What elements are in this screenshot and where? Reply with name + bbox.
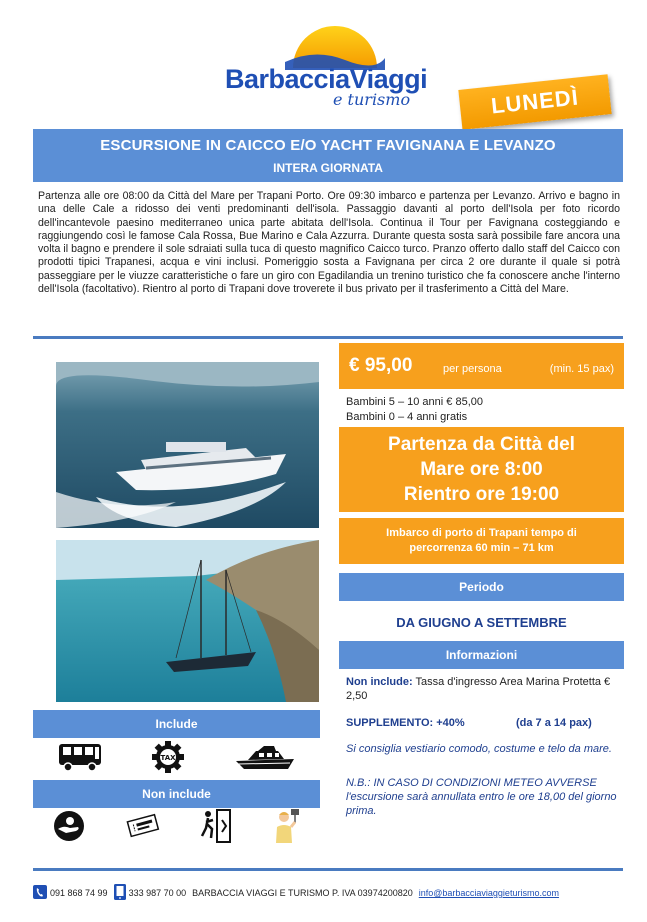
- boarding-box: [339, 518, 624, 564]
- phone-icon: [33, 885, 47, 901]
- page-title: ESCURSIONE IN CAICCO E/O YACHT FAVIGNANA E LEVANZO: [100, 136, 556, 154]
- price-amount: € 95,00: [349, 355, 413, 376]
- footer-company: BARBACCIA VIAGGI E TURISMO P. IVA 03974200820: [192, 888, 413, 898]
- yacht-photo: [56, 362, 319, 528]
- departure-line: Mare ore 8:00: [420, 459, 543, 480]
- period-value: DA GIUGNO A SETTEMBRE: [396, 615, 567, 630]
- include-icons: [33, 740, 320, 778]
- mobile-icon: [114, 884, 126, 902]
- include-heading: Include: [33, 710, 320, 738]
- sun-logo-icon: [285, 18, 385, 70]
- footer-phone: 091 868 74 99: [50, 888, 108, 898]
- price-box: [339, 343, 624, 389]
- footer: [33, 883, 633, 903]
- logo-brand-text: BarbacciaViaggi: [225, 64, 428, 94]
- tour-guide-icon: [271, 807, 301, 850]
- boarding-line: Imbarco di porto di Trapani tempo di: [386, 527, 577, 539]
- top-divider: [33, 336, 623, 339]
- departure-line: Partenza da Città del: [388, 434, 575, 455]
- info-supplement: SUPPLEMENTO: +40% (da 7 a 14 pax): [346, 717, 592, 729]
- departure-box: [339, 427, 624, 512]
- children-price-5-10: Bambini 5 – 10 anni € 85,00: [346, 396, 483, 408]
- logo-tagline: e turismo: [333, 90, 411, 109]
- non-include-heading: Non include: [33, 780, 320, 808]
- svg-text:TAX: TAX: [160, 753, 177, 762]
- footer-email-link[interactable]: info@barbacciaviaggieturismo.com: [418, 888, 559, 898]
- info-non-include: Non include: Tassa d'ingresso Area Marina Protetta € 2,50: [346, 676, 611, 702]
- footer-mobile: 333 987 70 00: [128, 888, 187, 898]
- tax-gear-icon: [151, 740, 185, 779]
- return-line: Rientro ore 19:00: [403, 484, 560, 505]
- non-include-icons: [33, 808, 320, 848]
- yacht-icon: [234, 743, 296, 776]
- ticket-icon: [125, 812, 161, 845]
- bottom-divider: [33, 868, 623, 871]
- children-price-0-4: Bambini 0 – 4 anni gratis: [346, 411, 468, 423]
- page-subtitle: INTERA GIORNATA: [273, 160, 383, 175]
- company-logo: [225, 18, 435, 110]
- caicco-photo: [56, 540, 319, 702]
- bus-icon: [57, 742, 103, 777]
- boarding-line: percorrenza 60 min – 71 km: [409, 542, 554, 554]
- info-heading: Informazioni: [339, 641, 624, 669]
- info-weather-note: N.B.: IN CASO DI CONDIZIONI METEO AVVERSE l'escursione sarà annullata entro le ore 18,00 del giorno prima.: [346, 777, 617, 817]
- day-badge: LUNEDÌ: [458, 74, 611, 129]
- price-per-person: per persona: [443, 363, 502, 375]
- hand-coin-icon: [52, 809, 86, 848]
- title-bar: [33, 129, 623, 182]
- period-heading: Periodo: [339, 573, 624, 601]
- price-min-pax: (min. 15 pax): [549, 363, 614, 375]
- info-advice: Si consiglia vestiario comodo, costume e telo da mare.: [346, 743, 612, 755]
- exit-door-icon: [200, 808, 232, 849]
- excursion-description: Partenza alle ore 08:00 da Città del Mare per Trapani Porto. Ore 09:30 imbarco e partenza per Levanzo. Arrivo e bagno in una delle Cale a ridosso dei venti predominanti dell'isola. Passaggio davanti al porto dell'Isola per foto ricordo dell'incantevole paesino mediterraneo unica parte abitata dell'Isola. Continua il Tour per Favignana costeggiando e raggiungendo così le famose Cala Rossa, Bue Marino e Cala Azzurra. Durante questa sosta sarà possibile fare ancora una volta il bagno e prendere il sole sdraiati sulla tuca di questo magnifico Caicco turco. Pranzo offerto dallo staff del Caicco con prodotti tipici Trapanesi, acqua e vini inclusi. Pomeriggio sosta a Favignana per circa 2 ore durante il quale si potrà passeggiare per le viuzze caratteristiche o fare un giro con Egadilandia un trenino turistico che fa conoscere anche l'interno dell'Isola (facoltativo). Rientro al porto di Trapani dove troverete il bus privato per il trasferimento a Città del Mare.: [38, 190, 620, 296]
